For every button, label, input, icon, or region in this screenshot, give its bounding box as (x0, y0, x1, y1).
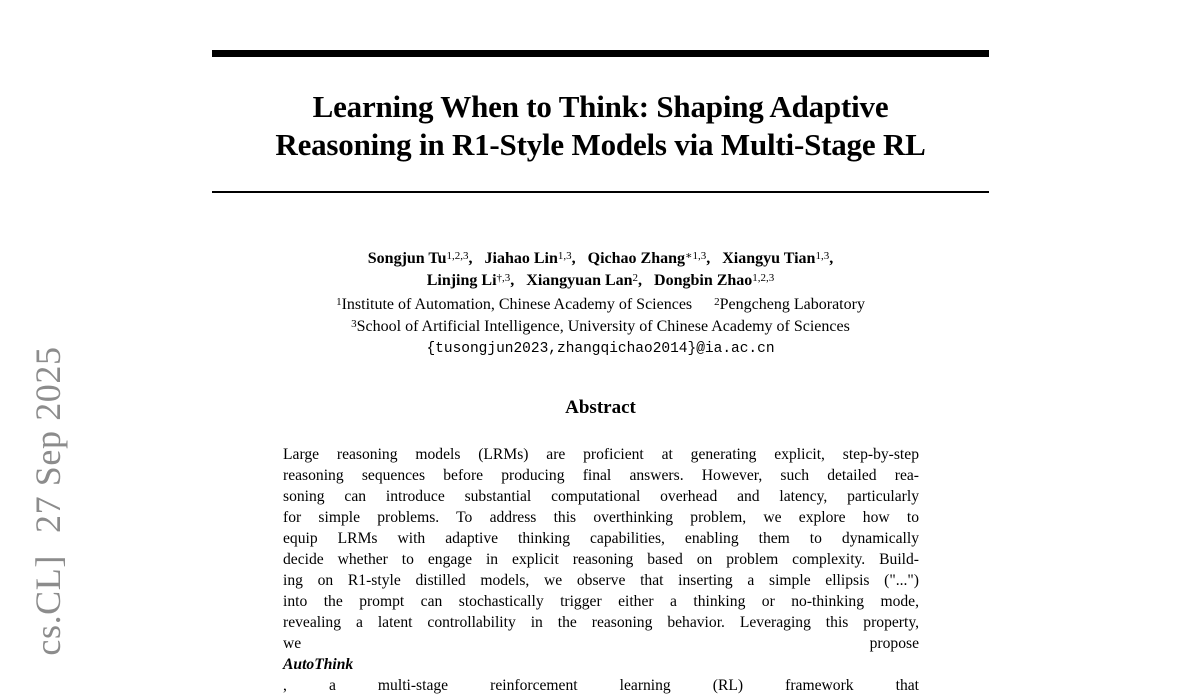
abstract-line: reasoning sequences before producing final answers. However, such detailed rea- (283, 467, 919, 484)
abstract-line: for simple problems. To address this overthinking problem, we explore how to (283, 509, 919, 526)
paper-title (212, 88, 989, 164)
title-bottom-rule (212, 191, 989, 193)
abstract-body (283, 444, 919, 696)
contact-email: {tusongjun2023,zhangqichao2014}@ia.ac.cn (426, 341, 775, 357)
abstract-line: ing on R1-style distilled models, we observe that inserting a simple ellipsis ("...") (283, 572, 919, 589)
abstract-line: into the prompt can stochastically trigger either a thinking or no-thinking mode, (283, 593, 919, 610)
affiliations (212, 294, 989, 338)
author: Jiahao Lin$^{1,3}$, (484, 250, 576, 267)
abstract-line: equip LRMs with adaptive thinking capabilities, enabling them to dynamically (283, 530, 919, 547)
author: Linjing $Li^{\dagger,3}$, (426, 272, 515, 289)
affiliation: $^1$Institute of Automation, Chinese Academy of Sciences (336, 296, 693, 313)
arxiv-side-stamp (27, 324, 69, 655)
author: Songjun Tu$^{1,2,3}$, (367, 250, 473, 267)
affiliation: $^2$Pengcheng Laboratory (714, 296, 865, 313)
method-name: AutoThink (283, 656, 354, 673)
abstract-heading: Abstract (565, 397, 636, 418)
abstract-line: soning can introduce substantial computational overhead and latency, particularly (283, 488, 919, 505)
abstract-line: Large reasoning models (LRMs) are proficient at generating explicit, step-by-step (283, 446, 919, 463)
author: Dongbin Zhao$^{1,2,3}$ (654, 272, 775, 289)
arxiv-category: cs.CL] (28, 555, 68, 656)
author-list (212, 248, 989, 292)
author: Xiangyu Tian$^{1,3}$, (722, 250, 834, 267)
abstract-line: we propose AutoThink , a multi-stage reinforcement learning (RL) framework that (283, 635, 919, 694)
arxiv-date: 27 Sep 2025 (28, 346, 68, 534)
title-line-1: Learning When to Think: Shaping Adaptive (312, 89, 889, 124)
affiliation: $^3$School of Artificial Intelligence, University of Chinese Academy of Sciences (351, 318, 850, 335)
author: Xiangyuan Lan$^2$, (526, 272, 643, 289)
title-line-2: Reasoning in R1-Style Models via Multi-Stage RL (275, 127, 926, 162)
title-top-rule (212, 50, 989, 57)
abstract-line: revealing a latent controllability in the reasoning behavior. Leveraging this property, (283, 614, 919, 631)
author: Qichao Zhang$^{∗1,3}$, (587, 250, 711, 267)
abstract-line: decide whether to engage in explicit reasoning based on problem complexity. Build- (283, 551, 919, 568)
